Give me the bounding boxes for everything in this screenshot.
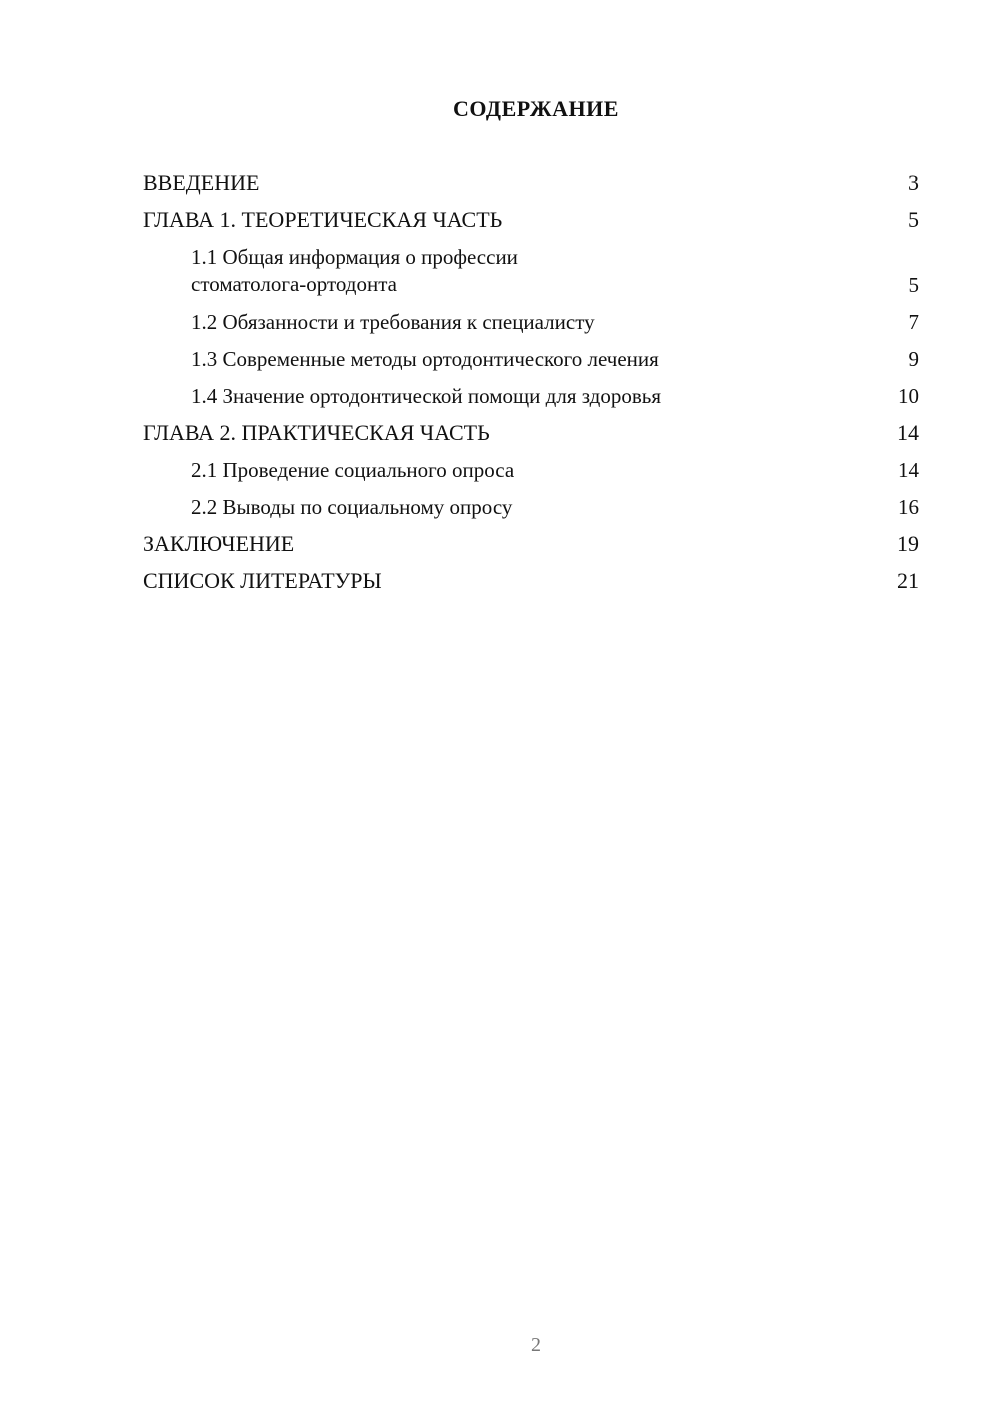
toc-entry-page: 16 (898, 495, 919, 519)
toc-entry-section-1-4[interactable] (143, 383, 919, 409)
toc-entry-page: 21 (897, 568, 919, 593)
toc-entry-label: 1.2 Обязанности и требования к специалисту (191, 310, 595, 334)
page-title: СОДЕРЖАНИЕ (453, 96, 619, 121)
toc-entry-chapter-1[interactable] (143, 207, 919, 233)
toc-entry-introduction[interactable] (143, 170, 919, 196)
toc-entry-label: СПИСОК ЛИТЕРАТУРЫ (143, 568, 382, 593)
toc-entry-page: 14 (898, 458, 919, 482)
toc-entry-page: 3 (908, 170, 919, 195)
toc-entry-section-1-2[interactable] (143, 309, 919, 335)
toc-entry-conclusion[interactable] (143, 531, 919, 557)
table-of-contents (143, 170, 919, 605)
toc-entry-page: 7 (908, 310, 919, 334)
toc-entry-references[interactable] (143, 568, 919, 594)
toc-entry-label: 2.1 Проведение социального опроса (191, 458, 515, 482)
toc-entry-section-1-1[interactable] (143, 244, 919, 298)
toc-entry-page: 14 (897, 420, 919, 445)
toc-entry-label: 1.4 Значение ортодонтической помощи для здоровья (191, 384, 661, 408)
toc-entry-section-2-1[interactable] (143, 457, 919, 483)
page-number: 2 (531, 1334, 541, 1356)
toc-entry-page: 10 (898, 384, 919, 408)
toc-entry-chapter-2[interactable] (143, 420, 919, 446)
toc-entry-label: 2.2 Выводы по социальному опросу (191, 495, 513, 519)
toc-entry-label: 1.3 Современные методы ортодонтического лечения (191, 347, 659, 371)
toc-entry-page: 5 (908, 207, 919, 232)
toc-entry-page: 9 (908, 347, 919, 371)
toc-entry-page: 19 (897, 531, 919, 556)
toc-entry-section-2-2[interactable] (143, 494, 919, 520)
toc-entry-section-1-3[interactable] (143, 346, 919, 372)
toc-entry-label: ГЛАВА 2. ПРАКТИЧЕСКАЯ ЧАСТЬ (143, 420, 490, 445)
toc-entry-page: 5 (908, 273, 919, 297)
toc-entry-label: ГЛАВА 1. ТЕОРЕТИЧЕСКАЯ ЧАСТЬ (143, 207, 503, 232)
toc-entry-label: 1.1 Общая информация о профессии стоматолога-ортодонта (191, 245, 518, 296)
toc-entry-label: ВВЕДЕНИЕ (143, 170, 260, 195)
toc-entry-label: ЗАКЛЮЧЕНИЕ (143, 531, 295, 556)
